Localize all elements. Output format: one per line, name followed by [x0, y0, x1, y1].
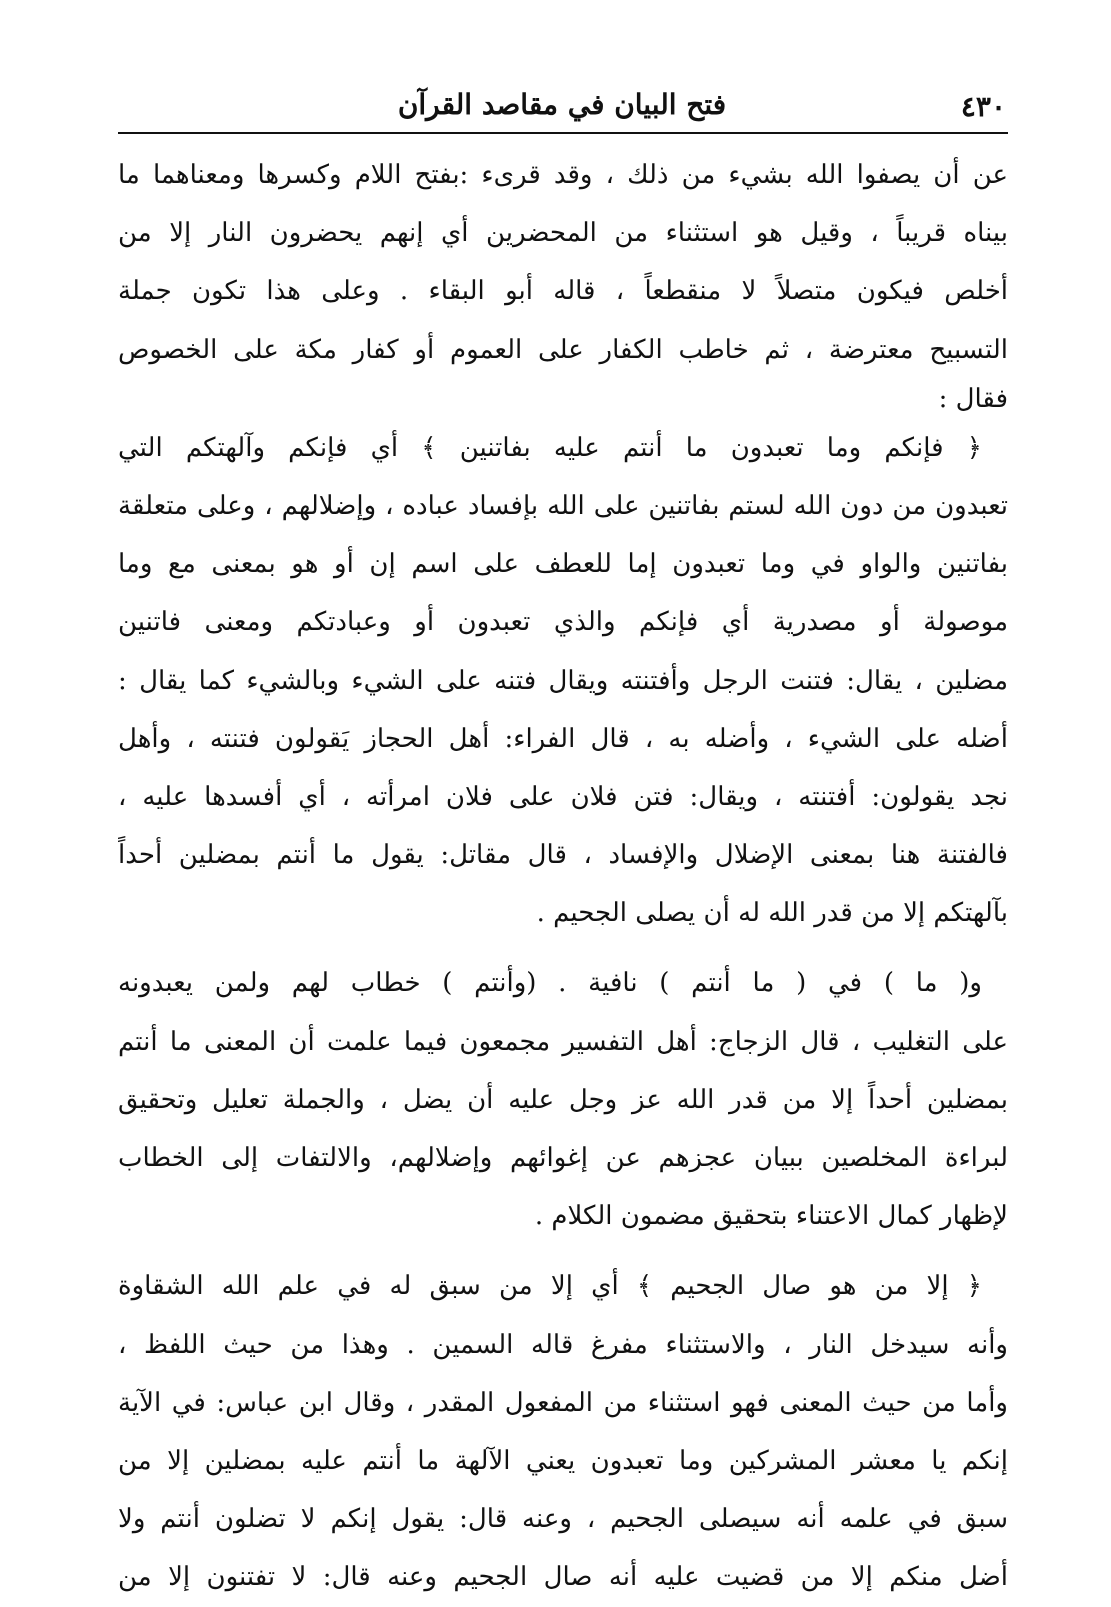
paragraph-1	[118, 146, 1008, 419]
text-line: وأما من حيث المعنى فهو استثناء من المفعول المقدر ، وقال ابن عباس: في الآية	[118, 1387, 1008, 1418]
text-line: أضله على الشيء ، وأضله به ، قال الفراء: أهل الحجاز يَقولون فتنته ، وأهل	[118, 723, 1008, 754]
paragraph-2	[118, 419, 1008, 943]
paragraph-4	[118, 1257, 1008, 1606]
text-line: ﴿ فإنكم وما تعبدون ما أنتم عليه بفاتنين ﴾ أي فإنكم وآلهتكم التي	[118, 432, 982, 463]
text-line: التسبيح معترضة ، ثم خاطب الكفار على العموم أو كفار مكة على الخصوص	[118, 334, 1008, 365]
text-line: مضلين ، يقال: فتنت الرجل وأفتنته ويقال فتنه على الشيء وبالشيء كما يقال :	[118, 665, 1008, 696]
text-line: وأنه سيدخل النار ، والاستثناء مفرغ قاله السمين . وهذا من حيث اللفظ ،	[118, 1329, 1008, 1360]
text-line: بفاتنين والواو في وما تعبدون إما للعطف على اسم إن أو هو بمعنى مع وما	[118, 549, 1008, 580]
paragraph-3	[118, 954, 1008, 1245]
paragraph-gap	[118, 1245, 1008, 1257]
paragraph-gap	[118, 942, 1008, 954]
text-line: إنكم يا معشر المشركين وما تعبدون يعني الآلهة ما أنتم عليه بمضلين إلا من	[118, 1445, 1008, 1476]
text-line: لإظهار كمال الاعتناء بتحقيق مضمون الكلام .	[534, 1201, 1008, 1232]
header-rule	[118, 132, 1008, 134]
text-line: موصولة أو مصدرية أي فإنكم والذي تعبدون أو وعبادتكم ومعنى فاتنين	[118, 607, 1008, 638]
text-line: ﴿ إلا من هو صال الجحيم ﴾ أي إلا من سبق له في علم الله الشقاوة	[118, 1271, 982, 1302]
running-title: فتح البيان في مقاصد القرآن	[397, 88, 727, 121]
text-line: بمضلين أحداً إلا من قدر الله عز وجل عليه أن يضل ، والجملة تعليل وتحقيق	[118, 1084, 1008, 1115]
text-line: نجد يقولون: أفتنته ، ويقال: فتن فلان على فلان امرأته ، أي أفسدها عليه ،	[118, 781, 1008, 812]
text-line: بيناه قريباً ، وقيل هو استثناء من المحضرين أي إنهم يحضرون النار إلا من	[118, 218, 1008, 249]
text-line: أضل منكم إلا من قضيت عليه أنه صال الجحيم وعنه قال: لا تفتنون إلا من	[118, 1562, 1008, 1593]
text-line: و( ما ) في ( ما أنتم ) نافية . (وأنتم ) خطاب لهم ولمن يعبدونه	[118, 968, 982, 999]
text-line: تعبدون من دون الله لستم بفاتنين على الله بإفساد عباده ، وإضلالهم ، وعلى متعلقة	[118, 490, 1008, 521]
text-line: عن أن يصفوا الله بشيء من ذلك ، وقد قرىء :بفتح اللام وكسرها ومعناهما ما	[118, 160, 1008, 190]
body-text	[118, 146, 1008, 1607]
text-line: بآلهتكم إلا من قدر الله له أن يصلى الجحيم .	[536, 898, 1008, 929]
text-line: فالفتنة هنا بمعنى الإضلال والإفساد ، قال مقاتل: يقول ما أنتم بمضلين أحداً	[118, 840, 1008, 871]
text-line: فقال :	[938, 383, 1008, 414]
text-line: أخلص فيكون متصلاً لا منقطعاً ، قاله أبو البقاء . وعلى هذا تكون جملة	[118, 276, 1008, 307]
text-line: على التغليب ، قال الزجاج: أهل التفسير مجمعون فيما علمت أن المعنى ما أنتم	[118, 1026, 1008, 1057]
text-line: سبق في علمه أنه سيصلى الجحيم ، وعنه قال: يقول إنكم لا تضلون أنتم ولا	[118, 1504, 1008, 1535]
text-line: لبراءة المخلصين ببيان عجزهم عن إغوائهم وإضلالهم، والالتفات إلى الخطاب	[118, 1143, 1008, 1173]
page-number: ٤٣٠	[960, 90, 1006, 123]
page-header	[118, 86, 1006, 134]
